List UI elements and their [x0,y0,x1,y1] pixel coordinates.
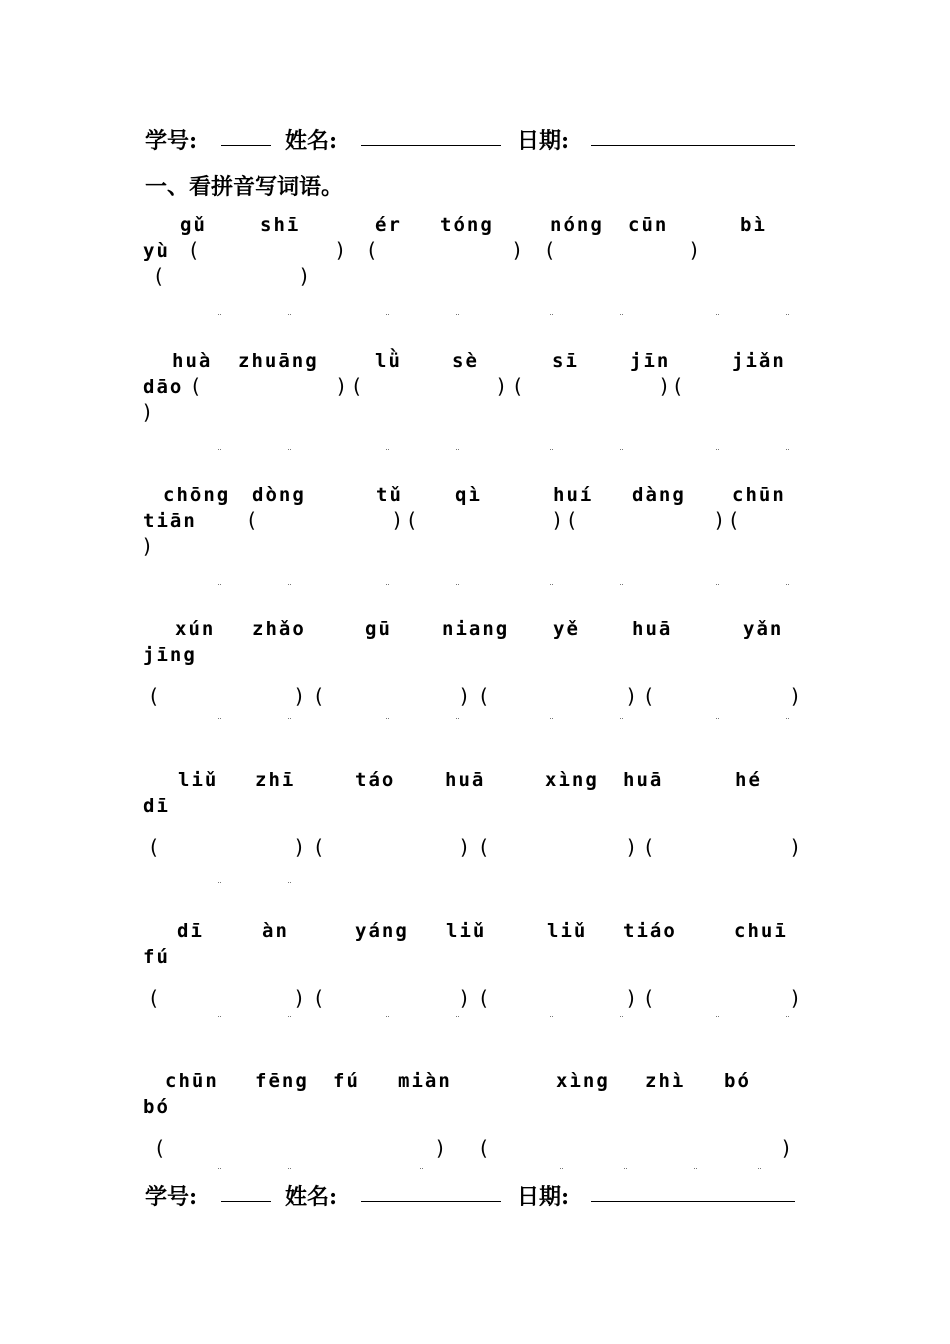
answer-box-open: ( [674,374,682,398]
answer-box-open: ( [645,835,653,859]
guide-dot [624,1168,627,1170]
answer-box-open: ( [514,374,522,398]
guide-dot [218,1016,221,1018]
guide-dot [386,449,389,451]
pinyin-word: zhǎo [252,618,306,640]
date-label: 日期: [517,128,570,154]
exercise-row-3 [0,484,950,604]
student-id-field[interactable] [221,145,271,146]
answer-box-open: ( [568,508,576,532]
exercise-row-7 [0,1070,950,1170]
answer-box-close: ) [715,508,723,532]
answer-box-close: ) [393,508,401,532]
student-id-field[interactable] [221,1201,271,1202]
pinyin-word: liǔ [446,920,487,942]
guide-dot [550,314,553,316]
answer-box-close: ) [436,1136,444,1160]
guide-dot [620,449,623,451]
answer-box-open: ( [315,835,323,859]
guide-dot [288,449,291,451]
name-label: 姓名: [285,128,338,154]
pinyin-word: tiáo [623,920,677,942]
pinyin-word: gū [365,618,392,640]
answer-box-close: ) [791,835,799,859]
pinyin-word: jīn [630,350,671,372]
pinyin-word: zhuāng [238,350,319,372]
guide-dot [786,449,789,451]
pinyin-word: fú [333,1070,360,1092]
pinyin-word: gǔ [180,214,207,236]
pinyin-word: chūn [165,1070,219,1092]
pinyin-word: chuī [734,920,788,942]
pinyin-word: bó [724,1070,751,1092]
answer-box-open: ( [480,986,488,1010]
guide-dot [456,314,459,316]
guide-dot [288,1168,291,1170]
pinyin-word: liǔ [547,920,588,942]
name-field[interactable] [361,145,501,146]
name-field[interactable] [361,1201,501,1202]
answer-box-close: ) [513,238,521,262]
answer-box-open: ( [353,374,361,398]
answer-box-open: ( [480,1136,488,1160]
guide-dot [218,718,221,720]
pinyin-word: chūn [732,484,786,506]
guide-dot [288,1016,291,1018]
answer-box-close: ) [295,684,303,708]
exercise-row-5 [0,769,950,889]
pinyin-word: yù [143,240,170,262]
pinyin-word: hé [735,769,762,791]
answer-box-open: ( [480,835,488,859]
pinyin-word: shī [260,214,301,236]
guide-dot [218,584,221,586]
answer-box-close: ) [295,986,303,1010]
answer-box-close: ) [460,684,468,708]
answer-box-close: ) [295,835,303,859]
answer-box-close: ) [143,534,151,558]
answer-box-close: ) [660,374,668,398]
guide-dot [386,718,389,720]
answer-box-close: ) [627,986,635,1010]
pinyin-word: xìng [556,1070,610,1092]
guide-dot [694,1168,697,1170]
guide-dot [716,718,719,720]
answer-box-open: ( [368,238,376,262]
guide-dot [386,314,389,316]
guide-dot [716,1016,719,1018]
guide-dot [288,718,291,720]
answer-box-close: ) [791,684,799,708]
pinyin-word: dàng [632,484,686,506]
pinyin-word: ér [375,214,402,236]
answer-box-close: ) [553,508,561,532]
date-label: 日期: [517,1184,570,1210]
answer-box-close: ) [690,238,698,262]
guide-dot [218,449,221,451]
pinyin-word: niang [442,618,510,640]
student-id-label: 学号: [145,1184,198,1210]
date-field[interactable] [591,1201,795,1202]
pinyin-word: yǎn [743,618,784,640]
pinyin-word: tóng [440,214,494,236]
answer-box-open: ( [546,238,554,262]
answer-box-open: ( [190,238,198,262]
exercise-row-4 [0,618,950,738]
date-field[interactable] [591,145,795,146]
guide-dot [218,882,221,884]
guide-dot [550,1016,553,1018]
guide-dot [288,584,291,586]
pinyin-word: fēng [255,1070,309,1092]
answer-box-close: ) [627,835,635,859]
pinyin-word: táo [355,769,396,791]
header-top [145,124,805,154]
pinyin-word: xún [175,618,216,640]
pinyin-word: àn [262,920,289,942]
guide-dot [620,718,623,720]
pinyin-word: miàn [398,1070,452,1092]
answer-box-open: ( [150,684,158,708]
guide-dot [758,1168,761,1170]
guide-dot [716,314,719,316]
pinyin-word: zhì [645,1070,686,1092]
pinyin-word: liǔ [178,769,219,791]
guide-dot [620,1016,623,1018]
pinyin-word: nóng [550,214,604,236]
guide-dot [218,1168,221,1170]
guide-dot [456,584,459,586]
exercise-row-6 [0,920,950,1040]
answer-box-open: ( [248,508,256,532]
answer-box-open: ( [645,684,653,708]
answer-box-close: ) [460,835,468,859]
guide-dot [550,449,553,451]
name-label: 姓名: [285,1184,338,1210]
answer-box-open: ( [156,1136,164,1160]
pinyin-word: chōng [163,484,231,506]
guide-dot [386,584,389,586]
guide-dot [786,718,789,720]
header-bottom [145,1180,805,1210]
guide-dot [456,449,459,451]
guide-dot [716,584,719,586]
answer-box-open: ( [730,508,738,532]
pinyin-word: huā [623,769,664,791]
pinyin-word: dī [143,795,170,817]
pinyin-word: fú [143,946,170,968]
guide-dot [620,314,623,316]
answer-box-open: ( [480,684,488,708]
pinyin-word: huā [632,618,673,640]
guide-dot [550,584,553,586]
pinyin-word: jīng [143,644,197,666]
answer-box-close: ) [782,1136,790,1160]
pinyin-word: huā [445,769,486,791]
student-id-label: 学号: [145,128,198,154]
answer-box-open: ( [408,508,416,532]
pinyin-word: sè [452,350,479,372]
pinyin-word: bó [143,1096,170,1118]
guide-dot [456,1016,459,1018]
answer-box-close: ) [300,264,308,288]
guide-dot [288,882,291,884]
guide-dot [550,718,553,720]
answer-box-close: ) [791,986,799,1010]
pinyin-word: huí [553,484,594,506]
pinyin-word: tiān [143,510,197,532]
guide-dot [786,1016,789,1018]
answer-box-close: ) [627,684,635,708]
exercise-row-1 [0,214,950,334]
guide-dot [288,314,291,316]
pinyin-word: lǜ [375,350,402,372]
pinyin-word: huà [172,350,213,372]
pinyin-word: xìng [545,769,599,791]
answer-box-open: ( [155,264,163,288]
pinyin-word: zhī [255,769,296,791]
guide-dot [456,718,459,720]
guide-dot [420,1168,423,1170]
pinyin-word: jiǎn [732,350,786,372]
answer-box-close: ) [337,374,345,398]
guide-dot [218,314,221,316]
pinyin-word: yě [553,618,580,640]
pinyin-word: cūn [628,214,669,236]
answer-box-close: ) [460,986,468,1010]
answer-box-close: ) [143,400,151,424]
pinyin-word: qì [455,484,482,506]
guide-dot [786,314,789,316]
answer-box-open: ( [150,835,158,859]
answer-box-open: ( [192,374,200,398]
guide-dot [386,1016,389,1018]
pinyin-word: tǔ [376,484,403,506]
guide-dot [716,449,719,451]
answer-box-close: ) [497,374,505,398]
answer-box-close: ) [336,238,344,262]
answer-box-open: ( [315,986,323,1010]
pinyin-word: bì [740,214,767,236]
pinyin-word: dī [177,920,204,942]
pinyin-word: sī [552,350,579,372]
answer-box-open: ( [315,684,323,708]
pinyin-word: dāo [143,376,184,398]
pinyin-word: yáng [355,920,409,942]
section-title: 一、看拼音写词语。 [145,174,344,200]
guide-dot [620,584,623,586]
answer-box-open: ( [150,986,158,1010]
guide-dot [786,584,789,586]
guide-dot [560,1168,563,1170]
exercise-row-2 [0,350,950,470]
pinyin-word: dòng [252,484,306,506]
answer-box-open: ( [645,986,653,1010]
